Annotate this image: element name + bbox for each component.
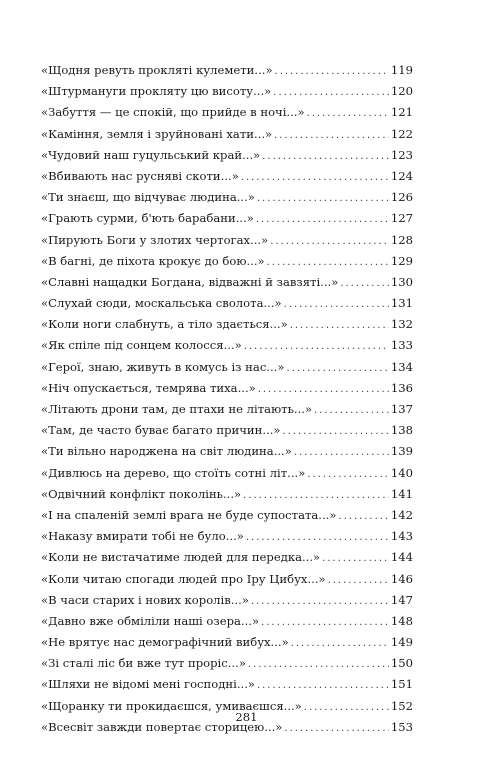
toc-entry-title: «Ти знаєш, що відчуває людина...»	[41, 190, 255, 205]
toc-leader-dots	[294, 442, 389, 463]
toc-entry-title: «Одвічний конфлікт поколінь...»	[41, 486, 242, 501]
toc-entry-page: 151	[390, 677, 413, 692]
toc-entry-page: 137	[390, 402, 413, 416]
toc-entry	[41, 230, 413, 251]
toc-entry	[41, 611, 413, 632]
toc-leader-dots	[256, 209, 389, 230]
toc-leader-dots	[244, 336, 389, 357]
toc-entry-page: 127	[390, 211, 413, 226]
toc-entry-title: «Як спіле під сонцем колосся...»	[41, 338, 242, 353]
toc-entry-page: 138	[390, 423, 413, 438]
toc-entry-title: «Ніч опускається, темрява тиха...»	[41, 380, 256, 395]
toc-leader-dots	[257, 675, 389, 696]
toc-entry	[41, 526, 413, 547]
toc-leader-dots	[307, 464, 389, 485]
toc-leader-dots	[258, 379, 389, 400]
toc-leader-dots	[261, 612, 389, 633]
toc-entry	[41, 547, 413, 568]
toc-entry-page: 124	[390, 168, 413, 183]
toc-leader-dots	[274, 125, 389, 146]
toc-entry-title: «Славні нащадки Богдана, відважні й завзяті...»	[41, 274, 339, 289]
toc-entry-page: 141	[390, 486, 413, 501]
toc-entry-title: «Всесвіт завжди повертає сторицею...»	[41, 719, 283, 734]
toc-leader-dots	[257, 188, 389, 209]
toc-entry-title: «Пирують Боги у злотих чертогах...»	[41, 232, 269, 247]
toc-entry-title: «Давно вже обміліли наші озера...»	[41, 613, 260, 628]
toc-leader-dots	[284, 294, 389, 315]
toc-entry	[41, 293, 413, 314]
toc-entry-title: «Забуття — це спокій, що прийде в ночі...»	[41, 105, 305, 120]
toc-entry	[41, 463, 413, 484]
toc-entry	[41, 166, 413, 187]
toc-leader-dots	[291, 633, 389, 654]
toc-entry	[41, 102, 413, 123]
toc-leader-dots	[243, 485, 389, 506]
toc-entry-page: 133	[390, 338, 413, 353]
toc-leader-dots	[338, 506, 388, 527]
toc-entry-page: 131	[390, 296, 413, 311]
toc-entry	[41, 441, 413, 462]
toc-entry	[41, 399, 413, 420]
toc-entry-page: 128	[390, 232, 413, 247]
toc-leader-dots	[273, 82, 389, 103]
toc-entry-page: 119	[390, 63, 413, 77]
toc-entry-title: «Літають дрони там, де птахи не літають...»	[41, 402, 313, 416]
toc-leader-dots	[246, 527, 389, 548]
toc-leader-dots	[270, 231, 389, 252]
toc-entry	[41, 632, 413, 653]
toc-entry-title: «Слухай сюди, москальська сволота...»	[41, 296, 282, 311]
toc-entry-title: «Чудовий наш гуцульський край...»	[41, 147, 261, 162]
toc-entry-title: «Коли ноги слабнуть, а тіло здається...»	[41, 317, 288, 332]
toc-entry-title: «Не врятує нас демографічний вибух...»	[41, 635, 289, 650]
toc-entry-title: «Коли не вистачатиме людей для передка...»	[41, 550, 321, 565]
toc-leader-dots	[314, 400, 389, 421]
toc-entry	[41, 484, 413, 505]
toc-entry	[41, 251, 413, 272]
toc-entry-title: «Герої, знаю, живуть в комусь із нас...»	[41, 359, 285, 374]
toc-entry-page: 126	[390, 190, 413, 205]
toc-leader-dots	[286, 358, 388, 379]
toc-leader-dots	[307, 103, 389, 124]
toc-entry	[41, 653, 413, 674]
toc-entry-page: 142	[390, 507, 413, 522]
toc-leader-dots	[262, 146, 389, 167]
toc-entry	[41, 81, 413, 102]
toc-leader-dots	[282, 421, 388, 442]
toc-entry	[41, 335, 413, 356]
toc-entry	[41, 208, 413, 229]
toc-entry	[41, 378, 413, 399]
toc-entry-page: 144	[390, 550, 413, 565]
toc-entry	[41, 505, 413, 526]
toc-entry-title: «Там, де часто буває багато причин...»	[41, 423, 281, 438]
toc-entry-title: «Грають сурми, б'ють барабани...»	[41, 211, 254, 226]
toc-entry-page: 153	[390, 719, 413, 734]
toc-leader-dots	[251, 591, 389, 612]
toc-leader-dots	[328, 570, 389, 591]
toc-entry	[41, 272, 413, 293]
toc-entry	[41, 314, 413, 335]
toc-entry-title: «Ти вільно народжена на світ людина...»	[41, 444, 292, 459]
toc-entry	[41, 187, 413, 208]
toc-entry-page: 143	[390, 529, 413, 544]
toc-entry-page: 129	[390, 253, 413, 268]
toc-entry-page: 152	[390, 698, 413, 713]
page-number: 281	[235, 710, 258, 724]
toc-entry-page: 150	[390, 656, 413, 671]
toc-entry-page: 140	[390, 465, 413, 480]
toc-entry-title: «Коли читаю спогади людей про Іру Цибух...»	[41, 571, 326, 586]
toc-entry-page: 130	[390, 274, 413, 289]
toc-leader-dots	[241, 167, 389, 188]
table-of-contents	[41, 60, 413, 738]
toc-entry	[41, 145, 413, 166]
toc-entry-page: 148	[390, 613, 413, 628]
toc-leader-dots	[290, 315, 389, 336]
toc-entry-title: «Шляхи не відомі мені господні...»	[41, 677, 255, 692]
toc-entry	[41, 124, 413, 145]
toc-entry-title: «Зі сталі ліс би вже тут проріс...»	[41, 656, 246, 671]
toc-entry-page: 123	[390, 147, 413, 162]
toc-entry-page: 134	[390, 359, 413, 374]
toc-entry-title: «В часи старих і нових королів...»	[41, 592, 249, 607]
toc-leader-dots	[340, 273, 389, 294]
toc-entry	[41, 590, 413, 611]
toc-entry-title: «Штурмануги прокляту цю висоту...»	[41, 84, 272, 99]
toc-entry	[41, 357, 413, 378]
toc-entry-page: 121	[390, 105, 413, 120]
toc-entry-title: «Дивлюсь на дерево, що стоїть сотні літ...»	[41, 465, 306, 480]
toc-entry-page: 120	[390, 84, 413, 99]
toc-entry-page: 139	[390, 444, 413, 459]
toc-entry	[41, 674, 413, 695]
toc-leader-dots	[248, 654, 389, 675]
toc-leader-dots	[275, 61, 389, 82]
toc-entry-page: 147	[390, 592, 413, 607]
toc-entry-page: 149	[390, 635, 413, 650]
toc-entry-title: «Щоранку ти прокидаєшся, умиваєшся...»	[41, 698, 302, 713]
toc-entry-title: «І на спаленій землі врага не буде супостата...»	[41, 507, 337, 522]
toc-entry-title: «Щодня ревуть прокляті кулемети...»	[41, 63, 273, 77]
toc-entry-title: «Каміння, земля і зруйновані хати...»	[41, 126, 273, 141]
toc-entry-title: «В багні, де піхота крокує до бою...»	[41, 253, 265, 268]
toc-entry-title: «Вбивають нас русняві скоти...»	[41, 168, 239, 183]
toc-entry-page: 132	[390, 317, 413, 332]
toc-leader-dots	[322, 548, 389, 569]
toc-leader-dots	[267, 252, 389, 273]
toc-entry	[41, 60, 413, 81]
toc-entry-title: «Наказу вмирати тобі не було...»	[41, 529, 244, 544]
toc-entry	[41, 569, 413, 590]
toc-entry-page: 136	[390, 380, 413, 395]
toc-entry-page: 146	[390, 571, 413, 586]
toc-entry-page: 122	[390, 126, 413, 141]
toc-entry	[41, 420, 413, 441]
